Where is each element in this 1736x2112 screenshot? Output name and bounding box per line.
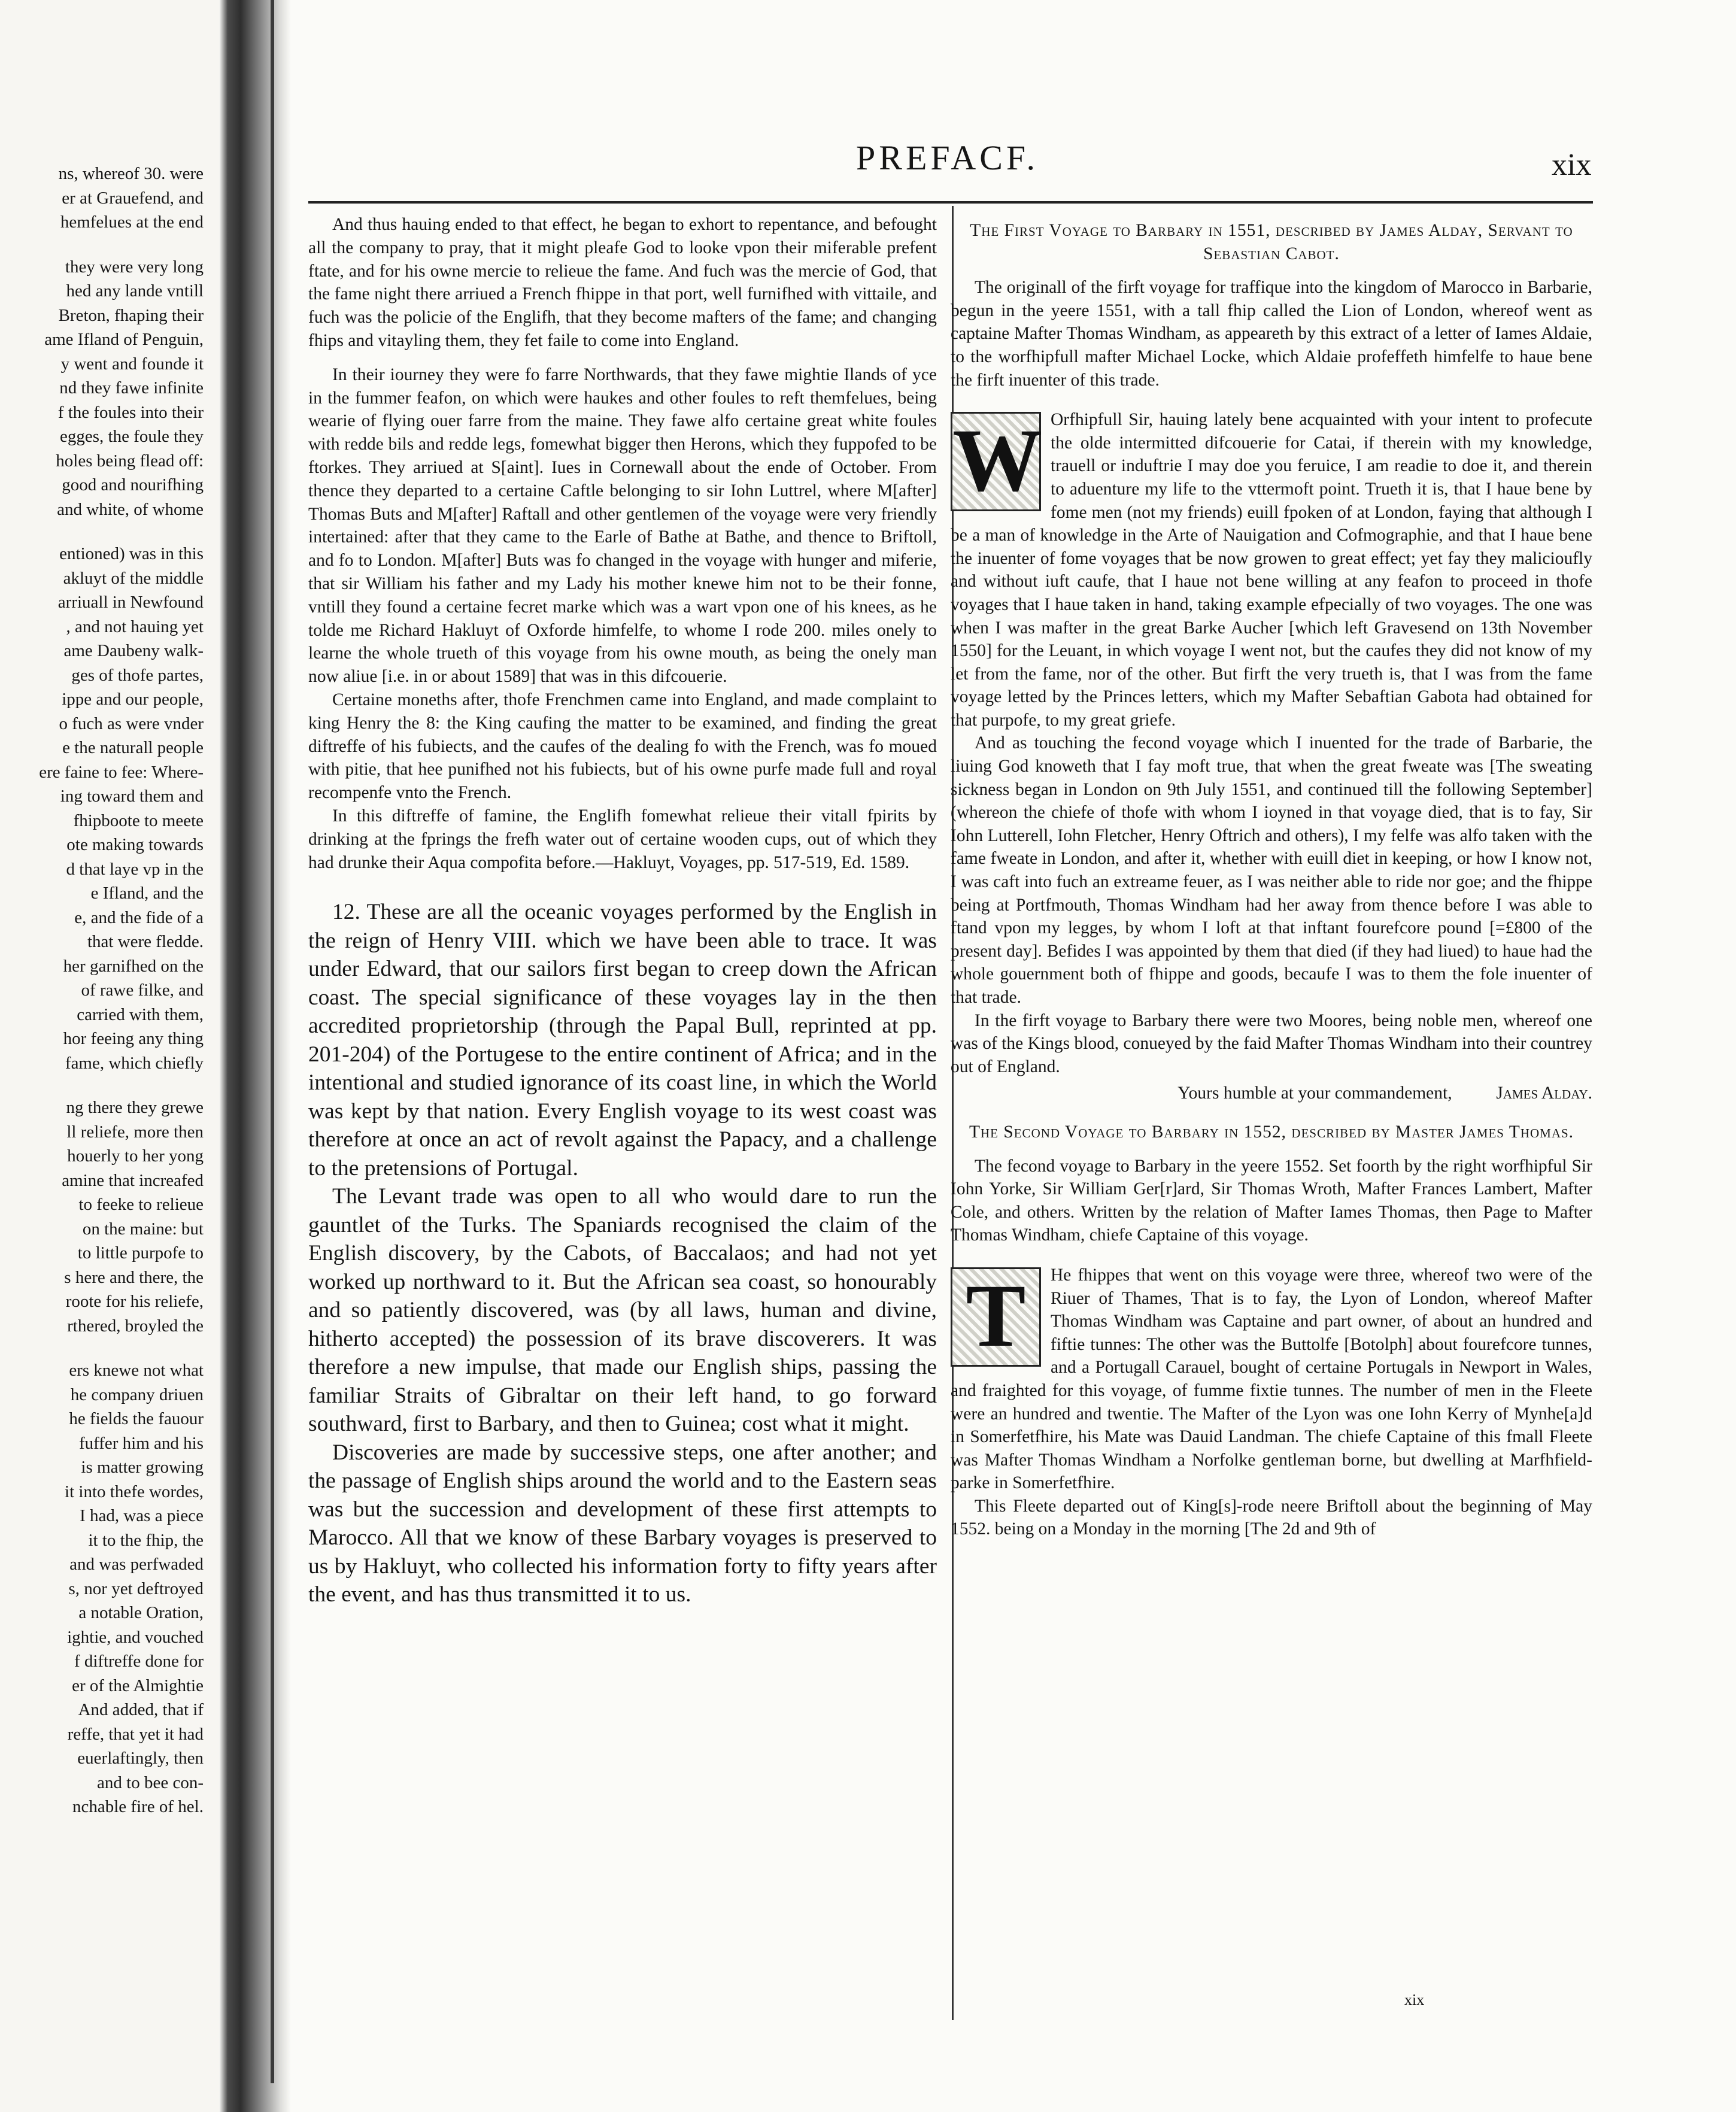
paragraph: In their iourney they were fo farre Northwards, that they fawe mightie Ilands of yce in the fummer feafon, on which were haukes and other foules to reft themfelues, being wearie of flying ouer farre from the maine. They fawe alfo certaine great white foules with redde bils and redde legs, fomewhat bigger then Herons, which they fuppofed to be ftorkes. They arriued at S[aint]. Iues in Cornewall about the ende of October. From thence they departed to a certaine Caftle belonging to sir Iohn Luttrel, where M[after] Thomas Buts and M[after] Raftall and other gentlemen of the voyage were very friendly intertained: after that they came to the Earle of Bathe at Bathe, and thence to Briftoll, and fo to London. M[after] Buts was fo changed in the voyage with hunger and miferie, that sir William his father and my Lady his mother knewe him not to be their fonne, vntill they found a certaine fecret marke which was a wart vpon one of his knees, as he tolde me Richard Hakluyt of Oxforde himfelfe, to whome I rode 200. miles onely to learne the whole trueth of this voyage from his owne mouth, as being the onely man now aliue [i.e. in or about 1589] that was in this difcouerie.	[308, 365, 937, 687]
facing-page-line: ame Ifland of Penguin,	[44, 330, 204, 349]
paragraph: Certaine moneths after, thofe Frenchmen came into England, and made complaint to king Henry the 8: the King caufing the matter to be examined, and finding the great diftreffe of his fubiects, and the caufes of the dealing fo with the French, was fo moued with pitie, that hee punifhed not his fubiects, but of his owne purfe made full and royal recompenfe vnto the French.	[308, 690, 937, 803]
paragraph: In this diftreffe of famine, the Englifh fomewhat relieue their vitall fpirits by drinking at the fprings the frefh water out of certaine wooden cups, out of which they had drunke their Aqua compofita before.—Hakluyt, Voyages, pp. 517-519, Ed. 1589.	[308, 806, 937, 872]
facing-page-line: her garnifhed on the	[63, 956, 204, 976]
facing-page-line: hemfelues at the end	[60, 213, 204, 232]
facing-page-line: they were very long	[65, 257, 204, 277]
gutter-edge	[271, 0, 274, 2083]
facing-page-gap	[0, 235, 204, 255]
decorated-initial: W	[951, 412, 1041, 511]
facing-page-line: nchable fire of hel.	[72, 1797, 204, 1816]
facing-page-line: fhipboote to meete	[73, 811, 204, 830]
facing-page-line: hor feeing any thing	[63, 1029, 204, 1048]
facing-page-line: carried with them,	[77, 1005, 204, 1024]
paragraph: He fhippes that went on this voyage were three, whereof two were of the Riuer of Thames, That is to fay, the Lyon of London, whereof Mafter Thomas Windham was Captaine and part owner, of about an hundred and fiftie tunnes: The other was the Buttolfe [Botolph] about fourefcore tunnes, and a Portugall Carauel, bought of certaine Portugals in Newport in Wales, and fraighted for this voyage, of fumme fixtie tunnes. The number of men in the Fleete were an hundred and twentie. The Mafter of the Lyon was one Iohn Kerry of Mynhe[a]d in Somerfetfhire, his Mate was Dauid Landman. The chiefe Captaine of this fmall Fleete was Mafter Thomas Windham a Norfolke gentleman borne, but dwelling at Marfhfield-parke in Somerfetfhire.	[951, 1265, 1592, 1493]
middle-column	[308, 213, 937, 1609]
facing-page-line: er of the Almightie	[72, 1676, 204, 1695]
facing-page-line: s here and there, the	[64, 1267, 204, 1287]
facing-page-line: entioned) was in this	[59, 544, 204, 563]
facing-page-line: ges of thofe partes,	[71, 665, 204, 685]
facing-page-line: reffe, that yet it had	[67, 1724, 204, 1744]
facing-page-line: it into thefe wordes,	[65, 1482, 204, 1501]
facing-page-line: nd they fawe infinite	[59, 378, 204, 397]
facing-page-line: ng there they grewe	[66, 1098, 204, 1117]
facing-page-line: e, and the fide of a	[74, 908, 204, 927]
facing-page-line: that were fledde.	[87, 932, 204, 951]
facing-page-line: houerly to her yong	[67, 1146, 204, 1166]
facing-page-line: e the naturall people	[62, 738, 204, 757]
paragraph: Discoveries are made by successive steps, one after another; and the passage of English ships around the world and to the Eastern seas was but the succession and development of these first attempts to Marocco. All that we know of these Barbary voyages is preserved to us by Hakluyt, who collected his information forty to fifty years after the event, and has thus transmitted it to us.	[308, 1440, 937, 1607]
facing-page-gap	[0, 1075, 204, 1096]
facing-page-line: he fields the fauour	[69, 1409, 204, 1428]
facing-page-line: it to the fhip, the	[88, 1530, 204, 1550]
facing-page-line: d that laye vp in the	[66, 859, 204, 879]
facing-page-line: rthered, broyled the	[67, 1316, 204, 1336]
paragraph: This Fleete departed out of King[s]-rode neere Briftoll about the beginning of May 1552. being on a Monday in the morning [The 2d and 9th of	[951, 1496, 1592, 1539]
paragraph: The originall of the firft voyage for traffique into the kingdom of Marocco in Barbarie, begun in the yeere 1551, with a tall fhip called the Lion of London, whereof went as captaine Mafter Thomas Windham, as appeareth by this extract of a letter of Iames Aldaie, to the worfhipfull mafter Michael Locke, which Aldaie profeffeth himfelfe to haue bene the firft inuenter of this trade.	[951, 278, 1592, 390]
facing-page-line: y went and founde it	[60, 354, 204, 374]
section-heading: The Second Voyage to Barbary in 1552, described by Master James Thomas.	[969, 1122, 1574, 1142]
facing-page-line: er at Grauefend, and	[62, 188, 204, 208]
facing-page-line: he company driuen	[70, 1385, 204, 1404]
facing-page-line: to feeke to relieue	[78, 1195, 204, 1214]
paragraph: In the firft voyage to Barbary there were two Moores, being noble men, whereof one was of the Kings blood, conueyed by the faid Mafter Thomas Windham into their countrey out of England.	[951, 1011, 1592, 1076]
facing-page-line: to little purpofe to	[77, 1243, 204, 1263]
paragraph: The Levant trade was open to all who would dare to run the gauntlet of the Turks. The Spaniards recognised the claim of the English discovery, by the Cabots, of Baccalaos; and had not yet worked up northward to it. But the African sea coast, so honourably and so patiently discovered, was (by all laws, human and divine, hitherto accepted) the possession of its brave discoverers. It was therefore a new impulse, that made our English ships, passing the familiar Straits of Gibraltar on their left hand, to go forward southward, first to Barbary, and then to Guinea; cost what it might.	[308, 1184, 937, 1437]
facing-page-line: akluyt of the middle	[63, 568, 204, 588]
facing-page-line: ame Daubeny walk-	[63, 641, 204, 660]
facing-page-line: ll reliefe, more then	[66, 1122, 204, 1142]
facing-page-gap	[0, 1338, 204, 1358]
decorated-initial: T	[951, 1267, 1041, 1367]
paragraph: The fecond voyage to Barbary in the yeere 1552. Set foorth by the right worfhipful Sir Iohn Yorke, Sir William Ger[r]ard, Sir Thomas Wroth, Mafter Frances Lambert, Mafter Cole, and others. Written by the relation of Mafter Iames Thomas, then Page to Mafter Thomas Windham, chiefe Captaine of this voyage.	[951, 1156, 1592, 1245]
facing-page-line: and was perfwaded	[69, 1555, 204, 1574]
page-number-top: xix	[1552, 148, 1592, 182]
signature-name: James Alday.	[1496, 1084, 1592, 1103]
facing-page-line: roote for his reliefe,	[65, 1292, 204, 1311]
facing-page-line: and to bee con-	[97, 1773, 204, 1792]
paragraph: 12. These are all the oceanic voyages performed by the English in the reign of Henry VIII. which we have been able to trace. It was under Edward, that our sailors first began to creep down the African coast. The special significance of these voyages lay in the then accredited proprietorship (through the Papal Bull, reprinted at pp. 201-204) of the Portugese to the entire continent of Africa; and in the intentional and studied ignorance of its coast line, in which the World was kept by that nation. Every English voyage to its west coast was therefore at once an act of revolt against the Papacy, and a challenge to the pretensions of Portugal.	[308, 900, 937, 1181]
facing-page-line: o fuch as were vnder	[59, 714, 204, 733]
facing-page-line: fame, which chiefly	[65, 1053, 204, 1073]
facing-page-line: ippe and our people,	[62, 690, 204, 709]
facing-page-line: good and nourifhing	[62, 475, 204, 494]
facing-page-text-fragments	[0, 162, 204, 1819]
signature-closing: Yours humble at your commandement,	[1177, 1084, 1452, 1103]
facing-page-line: of rawe filke, and	[81, 981, 204, 1000]
right-column	[951, 219, 1592, 1541]
facing-page-line: s, nor yet deftroyed	[68, 1579, 204, 1598]
facing-page-line: on the maine: but	[82, 1219, 204, 1239]
facing-page-line: and white, of whome	[57, 499, 204, 519]
facing-page-line: fuffer him and his	[78, 1433, 204, 1453]
facing-page-line: ns, whereof 30. were	[58, 164, 204, 183]
paragraph: Orfhipfull Sir, hauing lately bene acquainted with your intent to profecute the olde intermitted difcouerie for Catai, if therein with my knowledge, trauell or induftrie I may doe you feruice, I am readie to doe it, and therein to aduenture my life to the vttermoft point. Trueth it is, that I haue bene by fome men (not my friends) euill fpoken of at London, faying that although I be a man of knowledge in the Arte of Nauigation and Cofmographie, and that I haue bene the inuenter of fome voyages that be now growen to great effect; yet fay they malicioufly and without iuft caufe, that I haue not bene willing at any feafon to proceed in thofe voyages that I haue taken in hand, taking example efpecially of two voyages. The one was when I was mafter in the great Barke Aucher [which left Gravesend on 13th November 1550] for the Leuant, in which voyage I went not, but the caufes they did not know of my let from the fame, nor of the other. But firft the very trueth is, that I was from the fame voyage letted by the Princes letters, which my Mafter Sebaftian Gabota had obtained for that purpofe, to my great griefe.	[951, 410, 1592, 730]
facing-page-line: egges, the foule they	[60, 427, 204, 446]
page-number-bottom: xix	[1404, 1991, 1425, 2008]
signature-line	[951, 1082, 1592, 1105]
facing-page-line: hed any lande vntill	[66, 281, 204, 301]
section-heading: The First Voyage to Barbary in 1551, described by James Alday, Servant to Sebastian Cabot.	[970, 221, 1573, 263]
facing-page-line: f diftreffe done for	[74, 1652, 204, 1671]
facing-page	[0, 0, 227, 2112]
facing-page-line: euerlaftingly, then	[77, 1749, 204, 1768]
header-rule	[308, 201, 1593, 204]
narrative-block	[951, 1264, 1592, 1495]
letter-block	[951, 408, 1592, 732]
facing-page-line: Breton, fhaping their	[58, 305, 204, 325]
facing-page-line: is matter growing	[81, 1458, 204, 1477]
facing-page-line: ere faine to fee: Where-	[39, 762, 204, 782]
facing-page-line: a notable Oration,	[78, 1603, 204, 1622]
facing-page-line: holes being flead off:	[56, 451, 204, 471]
book-gutter-shadow	[219, 0, 291, 2112]
running-head: PREFACF.	[856, 138, 1039, 177]
facing-page-line: I had, was a piece	[80, 1506, 204, 1525]
facing-page-line: arriuall in Newfound	[57, 593, 204, 612]
facing-page-line: And added, that if	[78, 1700, 204, 1719]
paragraph: And as touching the fecond voyage which I inuented for the trade of Barbarie, the liuing God knoweth that I fay moft true, that when the great fweate was [The sweating sickness began in London on 9th July 1551, and continued till the following September] (whereon the chiefe of thofe with whom I ioyned in that voyage died, that is to fay, Sir Iohn Lutterell, Iohn Fletcher, Henry Oftrich and others), I my felfe was alfo taken with the fame fweate in London, and after it, whether with euill diet in keeping, or how I know not, I was caft into fuch an extreame feuer, as I was neither able to ride nor goe; and the fhippe being at Portfmouth, Thomas Windham had her away from thence before I was able to ftand vpon my legges, by whom I loft at that inftant fourefcore pound [=£800 of the present day]. Befides I was appointed by them that died (if they had liued) to haue had the whole gouernment both of fhippe and goods, becaufe I was to them the fole inuenter of that trade.	[951, 733, 1592, 1007]
facing-page-line: e Ifland, and the	[90, 884, 204, 903]
facing-page-line: ers knewe not what	[69, 1361, 204, 1380]
paragraph: And thus hauing ended to that effect, he began to exhort to repentance, and befought all the company to pray, that it might pleafe God to looke vpon their miferable prefent ftate, and for his owne mercie to relieue the fame. And fuch was the mercie of God, that the fame night there arriued a French fhippe in that port, well furnifhed with vittaile, and fuch was the policie of the Englifh, that they become mafters of the fame; and changing fhips and vitayling them, they fet faile to come into England.	[308, 215, 937, 350]
facing-page-gap	[0, 521, 204, 542]
facing-page-line: amine that increafed	[62, 1170, 204, 1190]
facing-page-line: ote making towards	[66, 835, 204, 854]
facing-page-line: ing toward them and	[60, 787, 204, 806]
facing-page-line: f the foules into their	[57, 402, 204, 422]
facing-page-line: , and not hauing yet	[66, 617, 204, 636]
facing-page-line: ightie, and vouched	[67, 1627, 204, 1647]
